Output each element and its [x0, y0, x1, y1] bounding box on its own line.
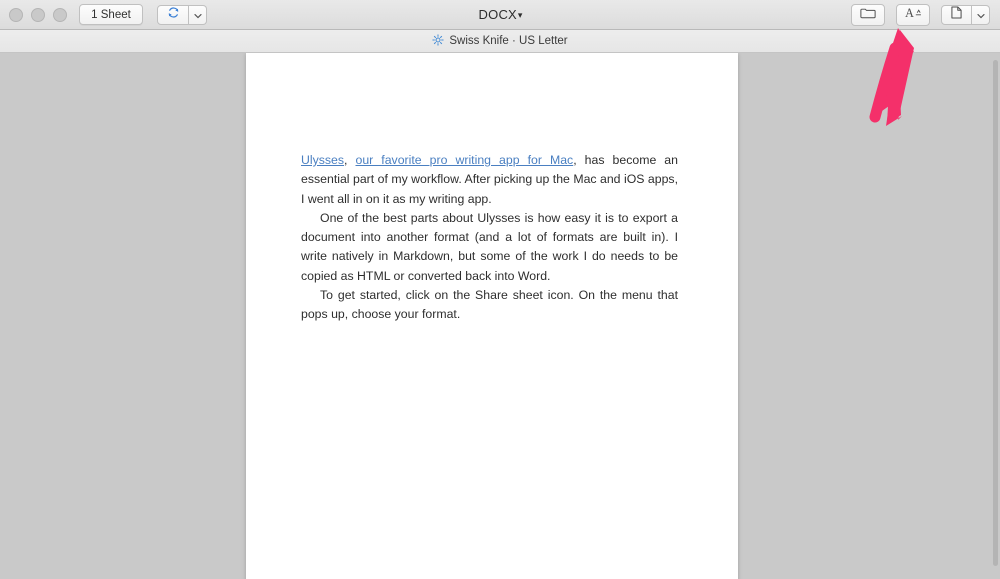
window-controls [0, 8, 67, 22]
sheet-count-badge[interactable] [79, 4, 143, 25]
font-letter-icon [905, 6, 922, 24]
refresh-control-group [157, 5, 207, 25]
page-menu-button[interactable] [972, 5, 990, 25]
link-favorite-app[interactable]: our favorite pro writing app for Mac [355, 153, 574, 167]
chevron-down-icon [194, 6, 202, 24]
paragraph-1-sep: , [344, 153, 356, 167]
zoom-button[interactable] [53, 8, 67, 22]
minimize-button[interactable] [31, 8, 45, 22]
sheet-count-label: 1 Sheet [91, 8, 131, 21]
refresh-button[interactable] [157, 5, 189, 25]
window-title[interactable] [0, 7, 1000, 22]
paragraph-1 [301, 151, 678, 209]
refresh-icon [167, 6, 180, 24]
page-button[interactable] [941, 5, 972, 25]
document-subtitle-bar [0, 30, 1000, 53]
refresh-menu-button[interactable] [189, 5, 207, 25]
vertical-scrollbar[interactable] [993, 60, 998, 573]
folder-button[interactable] [851, 4, 885, 26]
page-icon [951, 6, 962, 24]
window-title-text: DOCX [478, 7, 517, 22]
paragraph-1-rest: , has become an essential part of my workflow. After picking up the Mac and iOS apps, I went all in on it as my writing app. [301, 153, 678, 206]
font-button[interactable] [896, 4, 930, 26]
close-button[interactable] [9, 8, 23, 22]
document-subtitle-text: Swiss Knife · US Letter [449, 35, 568, 47]
svg-text:A: A [904, 5, 914, 19]
page-control-group [941, 5, 990, 25]
link-ulysses[interactable]: Ulysses [301, 153, 345, 167]
gear-icon [432, 34, 444, 49]
paragraph-2: One of the best parts about Ulysses is how easy it is to export a document into another format (and a lot of formats are built in). I write natively in Markdown, but some of the work I do needs to be copied as HTML or converted back into Word. [301, 210, 678, 283]
document-page [246, 53, 738, 579]
toolbar-right [851, 4, 1000, 26]
document-scroll-area[interactable] [0, 53, 1000, 579]
chevron-down-icon [977, 6, 985, 24]
titlebar [0, 0, 1000, 30]
title-stepper-icon: ▾ [517, 10, 522, 20]
document-text [246, 53, 738, 325]
paragraph-3: To get started, click on the Share sheet icon. On the menu that pops up, choose your format. [301, 288, 678, 322]
folder-icon [860, 6, 876, 24]
scrollbar-thumb[interactable] [993, 60, 998, 566]
